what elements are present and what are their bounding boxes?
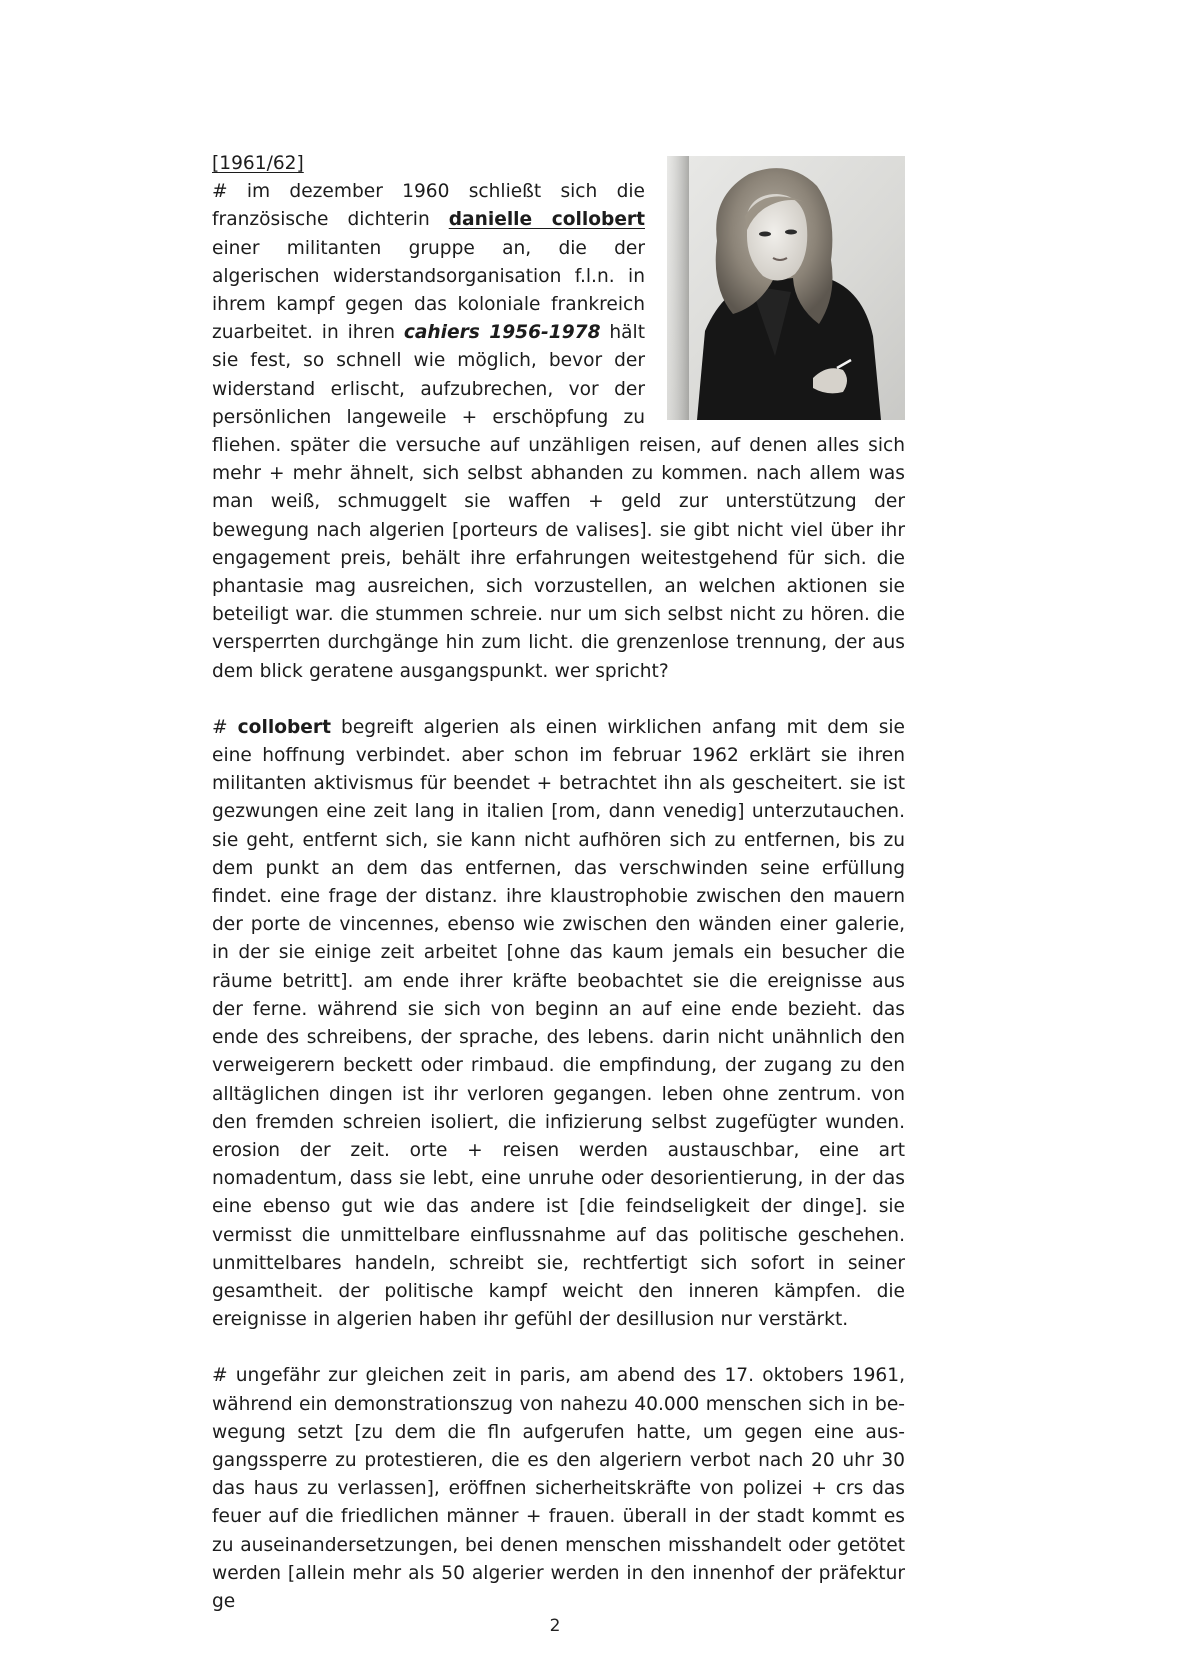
portrait-photo bbox=[667, 156, 905, 420]
paragraph-2 bbox=[212, 714, 905, 1334]
paragraph-3: # ungefähr zur gleichen zeit in paris, am abend des 17. oktobers 1961, während ein demonstrationszug von nahezu 40.000 menschen sich in bewegung setzt [zu dem die fln aufgerufen hatte, um gegen eine ausgangssperre zu protestieren, die es den algeriern verbot nach 20 uhr 30 das haus zu verlassen], eröffnen sicherheitskräfte von polizei + crs das feuer auf die friedlichen männer + frauen. überall in der stadt kommt es zu auseinandersetzungen, bei denen menschen misshandelt oder getötet werden [allein mehr als 50 algerier werden in den innenhof der präfektur ge bbox=[212, 1365, 905, 1612]
document-body bbox=[212, 150, 905, 1616]
author-name-link[interactable]: danielle collobert bbox=[448, 209, 645, 231]
author-surname: collobert bbox=[237, 716, 331, 738]
paragraph-2-lead: # bbox=[212, 716, 238, 738]
page-number: 2 bbox=[549, 1616, 561, 1636]
paragraph-1-mid: einer militanten gruppe an, die der algerischen widerstandsorganisation f.l.n. in ihrem kampf gegen das koloniale frankreich zuarbeitet. in ihren bbox=[212, 237, 645, 344]
paragraph-2-text: begreift algerien als einen wirklichen anfang mit dem sie eine hoffnung verbindet. aber schon im februar 1962 erklärt sie ihren militanten aktivismus für beendet + betrachtet ihn als gescheitert. sie ist gezwungen eine zeit lang in italien [rom, dann venedig] unterzutauchen. sie geht, entfernt sich, sie kann nicht aufhören sich zu entfernen, bis zu dem punkt an dem das entfernen, das verschwinden seine erfüllung findet. eine frage der distanz. ihre klaustrophobie zwischen den mauern der porte de vincennes, ebenso wie zwischen den wänden einer galerie, in der sie einige zeit arbeitet [ohne das kaum jemals ein besucher die räume betritt]. am ende ihrer kräfte beobachtet sie die ereignisse aus der ferne. während sie sich von beginn an auf eine ende bezieht. das ende des schreibens, der sprache, des lebens. darin nicht unähnlich den verweigerern beckett oder rimbaud. die empfindung, der zugang zu den alltäglichen dingen ist ihr verloren gegangen. leben ohne zentrum. von den fremden schreien isoliert, die infizierung selbst zugefügter wunden. erosion der zeit. orte + reisen werden austauschbar, eine art nomadentum, dass sie lebt, eine unruhe oder desorientierung, in der das eine ebenso gut wie das andere ist [die feindseligkeit der dinge]. sie vermisst die unmittelbare einflussnahme auf das politische geschehen. unmittelbares handeln, schreibt sie, rechtfertigt sich sofort in seiner gesamtheit. der politische kampf weicht den inneren kämpfen. die ereignisse in algerien haben ihr gefühl der desillusion nur verstärkt. bbox=[212, 716, 905, 1331]
paragraph-1-tail: hält sie fest, so schnell wie möglich, bevor der widerstand erlischt, aufzubrechen, vor der persönlichen langeweile + erschöpfung zu fliehen. später die versuche auf unzähligen reisen, auf denen alles sich mehr + mehr ähnelt, sich selbst abhanden zu kommen. nach allem was man weiß, schmuggelt sie waffen + geld zur unterstützung der bewegung nach algerien [porteurs de valises]. sie gibt nicht viel über ihr engagement preis, behält ihre erfahrungen weitestgehend für sich. die phantasie mag ausreichen, sich vorzustellen, an welchen aktionen sie beteiligt war. die stummen schreie. nur um sich selbst nicht zu hören. die versperrten durchgänge hin zum licht. die grenzenlose trennung, der aus dem blick geratene ausgangspunkt. wer spricht? bbox=[212, 322, 905, 682]
year-heading: [1961/62] bbox=[212, 153, 304, 174]
paragraph-1-lead: # im dezember 1960 schließt sich die französische dichterin bbox=[212, 181, 645, 231]
work-title: cahiers 1956-1978 bbox=[403, 322, 601, 344]
